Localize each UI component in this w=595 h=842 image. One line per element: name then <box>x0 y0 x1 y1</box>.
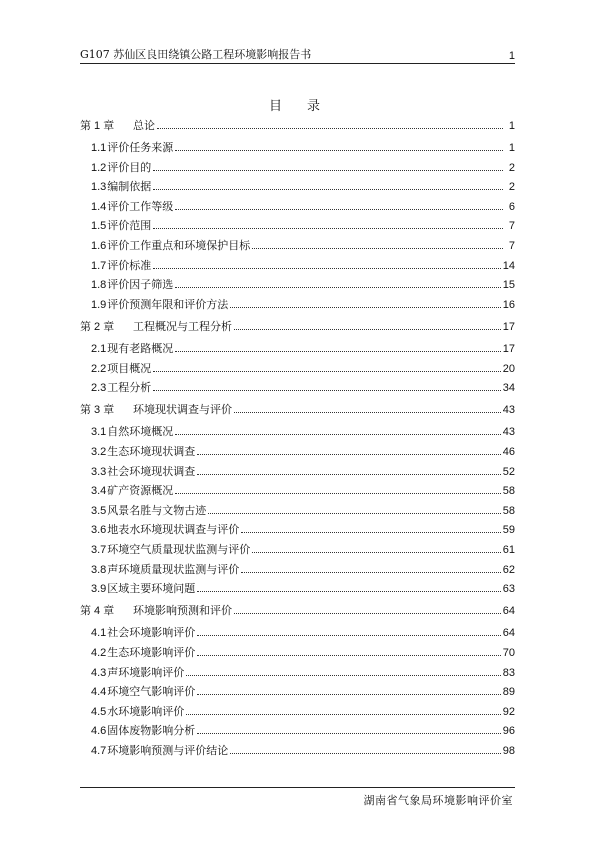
toc-entry-number: 4.7 <box>91 744 107 757</box>
toc-entry-title: 项目概况 <box>107 361 152 375</box>
toc-entry-number: 4.2 <box>91 646 107 659</box>
toc-section-entry[interactable] <box>80 462 515 482</box>
header-divider <box>80 63 515 64</box>
toc-chapter-entry[interactable] <box>80 317 515 337</box>
toc-dot-leader <box>197 454 500 455</box>
toc-entry-title: 风景名胜与文物古迹 <box>107 503 207 517</box>
toc-entry-page: 17 <box>502 343 515 356</box>
toc-section-entry[interactable] <box>80 295 515 315</box>
table-of-contents <box>80 116 515 761</box>
toc-entry-title: 现有老路概况 <box>107 342 174 356</box>
toc-chapter-entry[interactable] <box>80 116 515 136</box>
toc-entry-title: 社会环境影响评价 <box>107 626 196 640</box>
toc-entry-title: 编制依据 <box>107 180 152 194</box>
toc-entry-page: 64 <box>502 627 515 640</box>
page-header <box>80 46 515 62</box>
toc-section-entry[interactable] <box>80 339 515 359</box>
toc-entry-page: 63 <box>502 583 515 596</box>
toc-entry-number: 1.9 <box>91 298 107 311</box>
toc-section-entry[interactable] <box>80 216 515 236</box>
toc-entry-page: 14 <box>502 259 515 272</box>
toc-chapter-entry[interactable] <box>80 400 515 420</box>
toc-section-entry[interactable] <box>80 643 515 663</box>
toc-entry-page: 89 <box>502 686 515 699</box>
toc-dot-leader <box>234 613 501 614</box>
toc-entry-page: 17 <box>502 320 515 333</box>
toc-entry-title: 环境空气影响评价 <box>107 685 196 699</box>
toc-dot-leader <box>153 170 503 171</box>
toc-section-entry[interactable] <box>80 682 515 702</box>
toc-entry-page: 6 <box>508 200 515 213</box>
toc-entry-number: 1.2 <box>91 161 107 174</box>
toc-section-entry[interactable] <box>80 520 515 540</box>
toc-entry-number: 第 1 章 <box>80 120 115 132</box>
toc-section-entry[interactable] <box>80 359 515 379</box>
toc-entry-number: 第 4 章 <box>80 605 115 618</box>
toc-entry-title: 环境空气质量现状监测与评价 <box>107 542 251 556</box>
toc-title: 目 录 <box>268 99 326 114</box>
toc-entry-page: 43 <box>502 426 515 439</box>
toc-dot-leader <box>157 128 503 129</box>
toc-section-entry[interactable] <box>80 501 515 521</box>
toc-entry-page: 1 <box>508 120 515 132</box>
toc-dot-leader <box>241 572 500 573</box>
toc-section-entry[interactable] <box>80 378 515 398</box>
toc-dot-leader <box>197 591 500 592</box>
toc-entry-number: 3.8 <box>91 563 107 576</box>
toc-entry-page: 96 <box>502 725 515 738</box>
toc-entry-number: 2.2 <box>91 362 107 375</box>
toc-entry-number: 3.2 <box>91 446 107 458</box>
toc-entry-title: 生态环境现状调查 <box>107 445 196 458</box>
toc-entry-title: 总论 <box>133 119 155 132</box>
toc-entry-page: 7 <box>508 220 515 233</box>
toc-dot-leader <box>175 493 500 494</box>
toc-entry-title: 地表水环境现状调查与评价 <box>107 523 240 537</box>
toc-entry-number: 2.1 <box>91 343 107 356</box>
toc-dot-leader <box>241 532 500 533</box>
toc-dot-leader <box>175 351 500 352</box>
toc-entry-title: 生态环境影响评价 <box>107 645 196 659</box>
toc-entry-title: 社会环境现状调查 <box>107 464 196 478</box>
toc-dot-leader <box>153 390 500 391</box>
toc-entry-number: 3.4 <box>91 485 107 498</box>
toc-entry-number: 1.7 <box>91 259 107 272</box>
toc-dot-leader <box>234 412 501 413</box>
toc-section-entry[interactable] <box>80 623 515 643</box>
toc-dot-leader <box>197 655 500 656</box>
toc-entry-page: 2 <box>508 181 515 194</box>
toc-entry-page: 59 <box>502 524 515 537</box>
toc-section-entry[interactable] <box>80 275 515 295</box>
toc-entry-title: 评价范围 <box>107 219 152 233</box>
toc-section-entry[interactable] <box>80 481 515 501</box>
toc-dot-leader <box>197 694 500 695</box>
toc-entry-title: 矿产资源概况 <box>107 484 174 498</box>
toc-dot-leader <box>153 189 503 190</box>
toc-section-entry[interactable] <box>80 741 515 761</box>
toc-dot-leader <box>186 714 500 715</box>
toc-section-entry[interactable] <box>80 442 515 462</box>
toc-entry-number: 3.1 <box>91 426 107 439</box>
toc-dot-leader <box>234 329 501 330</box>
toc-dot-leader <box>153 371 500 372</box>
toc-entry-page: 64 <box>502 605 515 618</box>
toc-entry-number: 3.5 <box>91 504 107 517</box>
toc-section-entry[interactable] <box>80 256 515 276</box>
toc-entry-title: 评价任务来源 <box>107 141 174 155</box>
toc-dot-leader <box>197 474 500 475</box>
toc-dot-leader <box>175 287 500 288</box>
toc-entry-title: 自然环境概况 <box>107 425 174 439</box>
toc-section-entry[interactable] <box>80 721 515 741</box>
toc-dot-leader <box>175 434 500 435</box>
toc-entry-number: 1.5 <box>91 220 107 233</box>
toc-entry-page: 20 <box>502 362 515 375</box>
toc-entry-number: 3.7 <box>91 543 107 556</box>
toc-section-entry[interactable] <box>80 177 515 197</box>
toc-entry-number: 4.6 <box>91 725 107 738</box>
toc-section-entry[interactable] <box>80 158 515 178</box>
toc-entry-title: 区域主要环境问题 <box>107 582 196 596</box>
toc-entry-number: 第 2 章 <box>80 320 115 333</box>
toc-entry-page: 2 <box>508 161 515 174</box>
toc-entry-title: 水环境影响评价 <box>107 704 185 718</box>
toc-entry-page: 70 <box>502 646 515 659</box>
toc-entry-page: 34 <box>502 382 515 395</box>
toc-entry-title: 固体废物影响分析 <box>107 724 196 738</box>
toc-entry-page: 7 <box>508 240 515 253</box>
footer-divider <box>80 787 515 788</box>
toc-entry-number: 4.3 <box>91 666 107 679</box>
toc-entry-number: 第 3 章 <box>80 404 115 417</box>
toc-entry-number: 1.6 <box>91 240 107 253</box>
toc-dot-leader <box>230 753 500 754</box>
toc-entry-page: 58 <box>502 504 515 517</box>
toc-entry-number: 4.5 <box>91 705 107 718</box>
toc-entry-page: 61 <box>502 543 515 556</box>
toc-section-entry[interactable] <box>80 540 515 560</box>
toc-entry-title: 评价标准 <box>107 258 152 272</box>
toc-entry-title: 工程分析 <box>107 381 152 395</box>
toc-entry-title: 评价工作重点和环境保护目标 <box>107 239 251 253</box>
toc-dot-leader <box>175 209 503 210</box>
toc-entry-number: 4.4 <box>91 686 107 699</box>
toc-entry-title: 环境现状调查与评价 <box>133 403 232 417</box>
toc-dot-leader <box>197 733 500 734</box>
toc-entry-page: 46 <box>502 446 515 458</box>
toc-dot-leader <box>153 228 503 229</box>
footer-text: 湖南省气象局环境影响评价室 <box>363 794 513 807</box>
toc-entry-number: 1.8 <box>91 279 107 292</box>
toc-entry-number: 3.6 <box>91 524 107 537</box>
header-title: G107 苏仙区良田绕镇公路工程环境影响报告书 <box>80 48 312 61</box>
toc-entry-title: 工程概况与工程分析 <box>133 319 232 333</box>
toc-section-entry[interactable] <box>80 422 515 442</box>
toc-section-entry[interactable] <box>80 579 515 599</box>
toc-entry-title: 评价预测年限和评价方法 <box>107 297 229 311</box>
toc-entry-number: 2.3 <box>91 382 107 395</box>
toc-dot-leader <box>186 675 500 676</box>
toc-entry-title: 环境影响预测与评价结论 <box>107 743 229 757</box>
toc-section-entry[interactable] <box>80 702 515 722</box>
toc-entry-title: 环境影响预测和评价 <box>133 604 232 618</box>
header-page-number: 1 <box>508 50 515 62</box>
toc-entry-page: 43 <box>502 404 515 417</box>
toc-section-entry[interactable] <box>80 197 515 217</box>
toc-section-entry[interactable] <box>80 138 515 158</box>
toc-entry-page: 58 <box>502 485 515 498</box>
toc-entry-page: 52 <box>502 465 515 478</box>
toc-section-entry[interactable] <box>80 236 515 256</box>
toc-dot-leader <box>208 513 500 514</box>
toc-entry-page: 92 <box>502 705 515 718</box>
toc-entry-number: 1.3 <box>91 181 107 194</box>
toc-entry-page: 62 <box>502 563 515 576</box>
toc-section-entry[interactable] <box>80 663 515 683</box>
toc-entry-page: 1 <box>508 142 515 155</box>
toc-dot-leader <box>252 248 503 249</box>
toc-dot-leader <box>197 635 500 636</box>
toc-entry-title: 评价目的 <box>107 160 152 174</box>
toc-dot-leader <box>153 268 500 269</box>
toc-dot-leader <box>252 552 500 553</box>
toc-entry-number: 4.1 <box>91 627 107 640</box>
toc-dot-leader <box>230 307 500 308</box>
toc-dot-leader <box>175 150 503 151</box>
toc-entry-number: 1.1 <box>91 142 107 155</box>
toc-entry-page: 15 <box>502 279 515 292</box>
toc-chapter-entry[interactable] <box>80 601 515 621</box>
toc-entry-page: 16 <box>502 298 515 311</box>
toc-entry-title: 评价工作等级 <box>107 199 174 213</box>
toc-entry-title: 声环境质量现状监测与评价 <box>107 562 240 576</box>
toc-entry-number: 1.4 <box>91 200 107 213</box>
toc-entry-page: 83 <box>502 666 515 679</box>
toc-entry-number: 3.9 <box>91 583 107 596</box>
toc-entry-number: 3.3 <box>91 465 107 478</box>
toc-entry-title: 声环境影响评价 <box>107 665 185 679</box>
toc-entry-page: 98 <box>502 744 515 757</box>
toc-entry-title: 评价因子筛选 <box>107 278 174 292</box>
toc-section-entry[interactable] <box>80 560 515 580</box>
